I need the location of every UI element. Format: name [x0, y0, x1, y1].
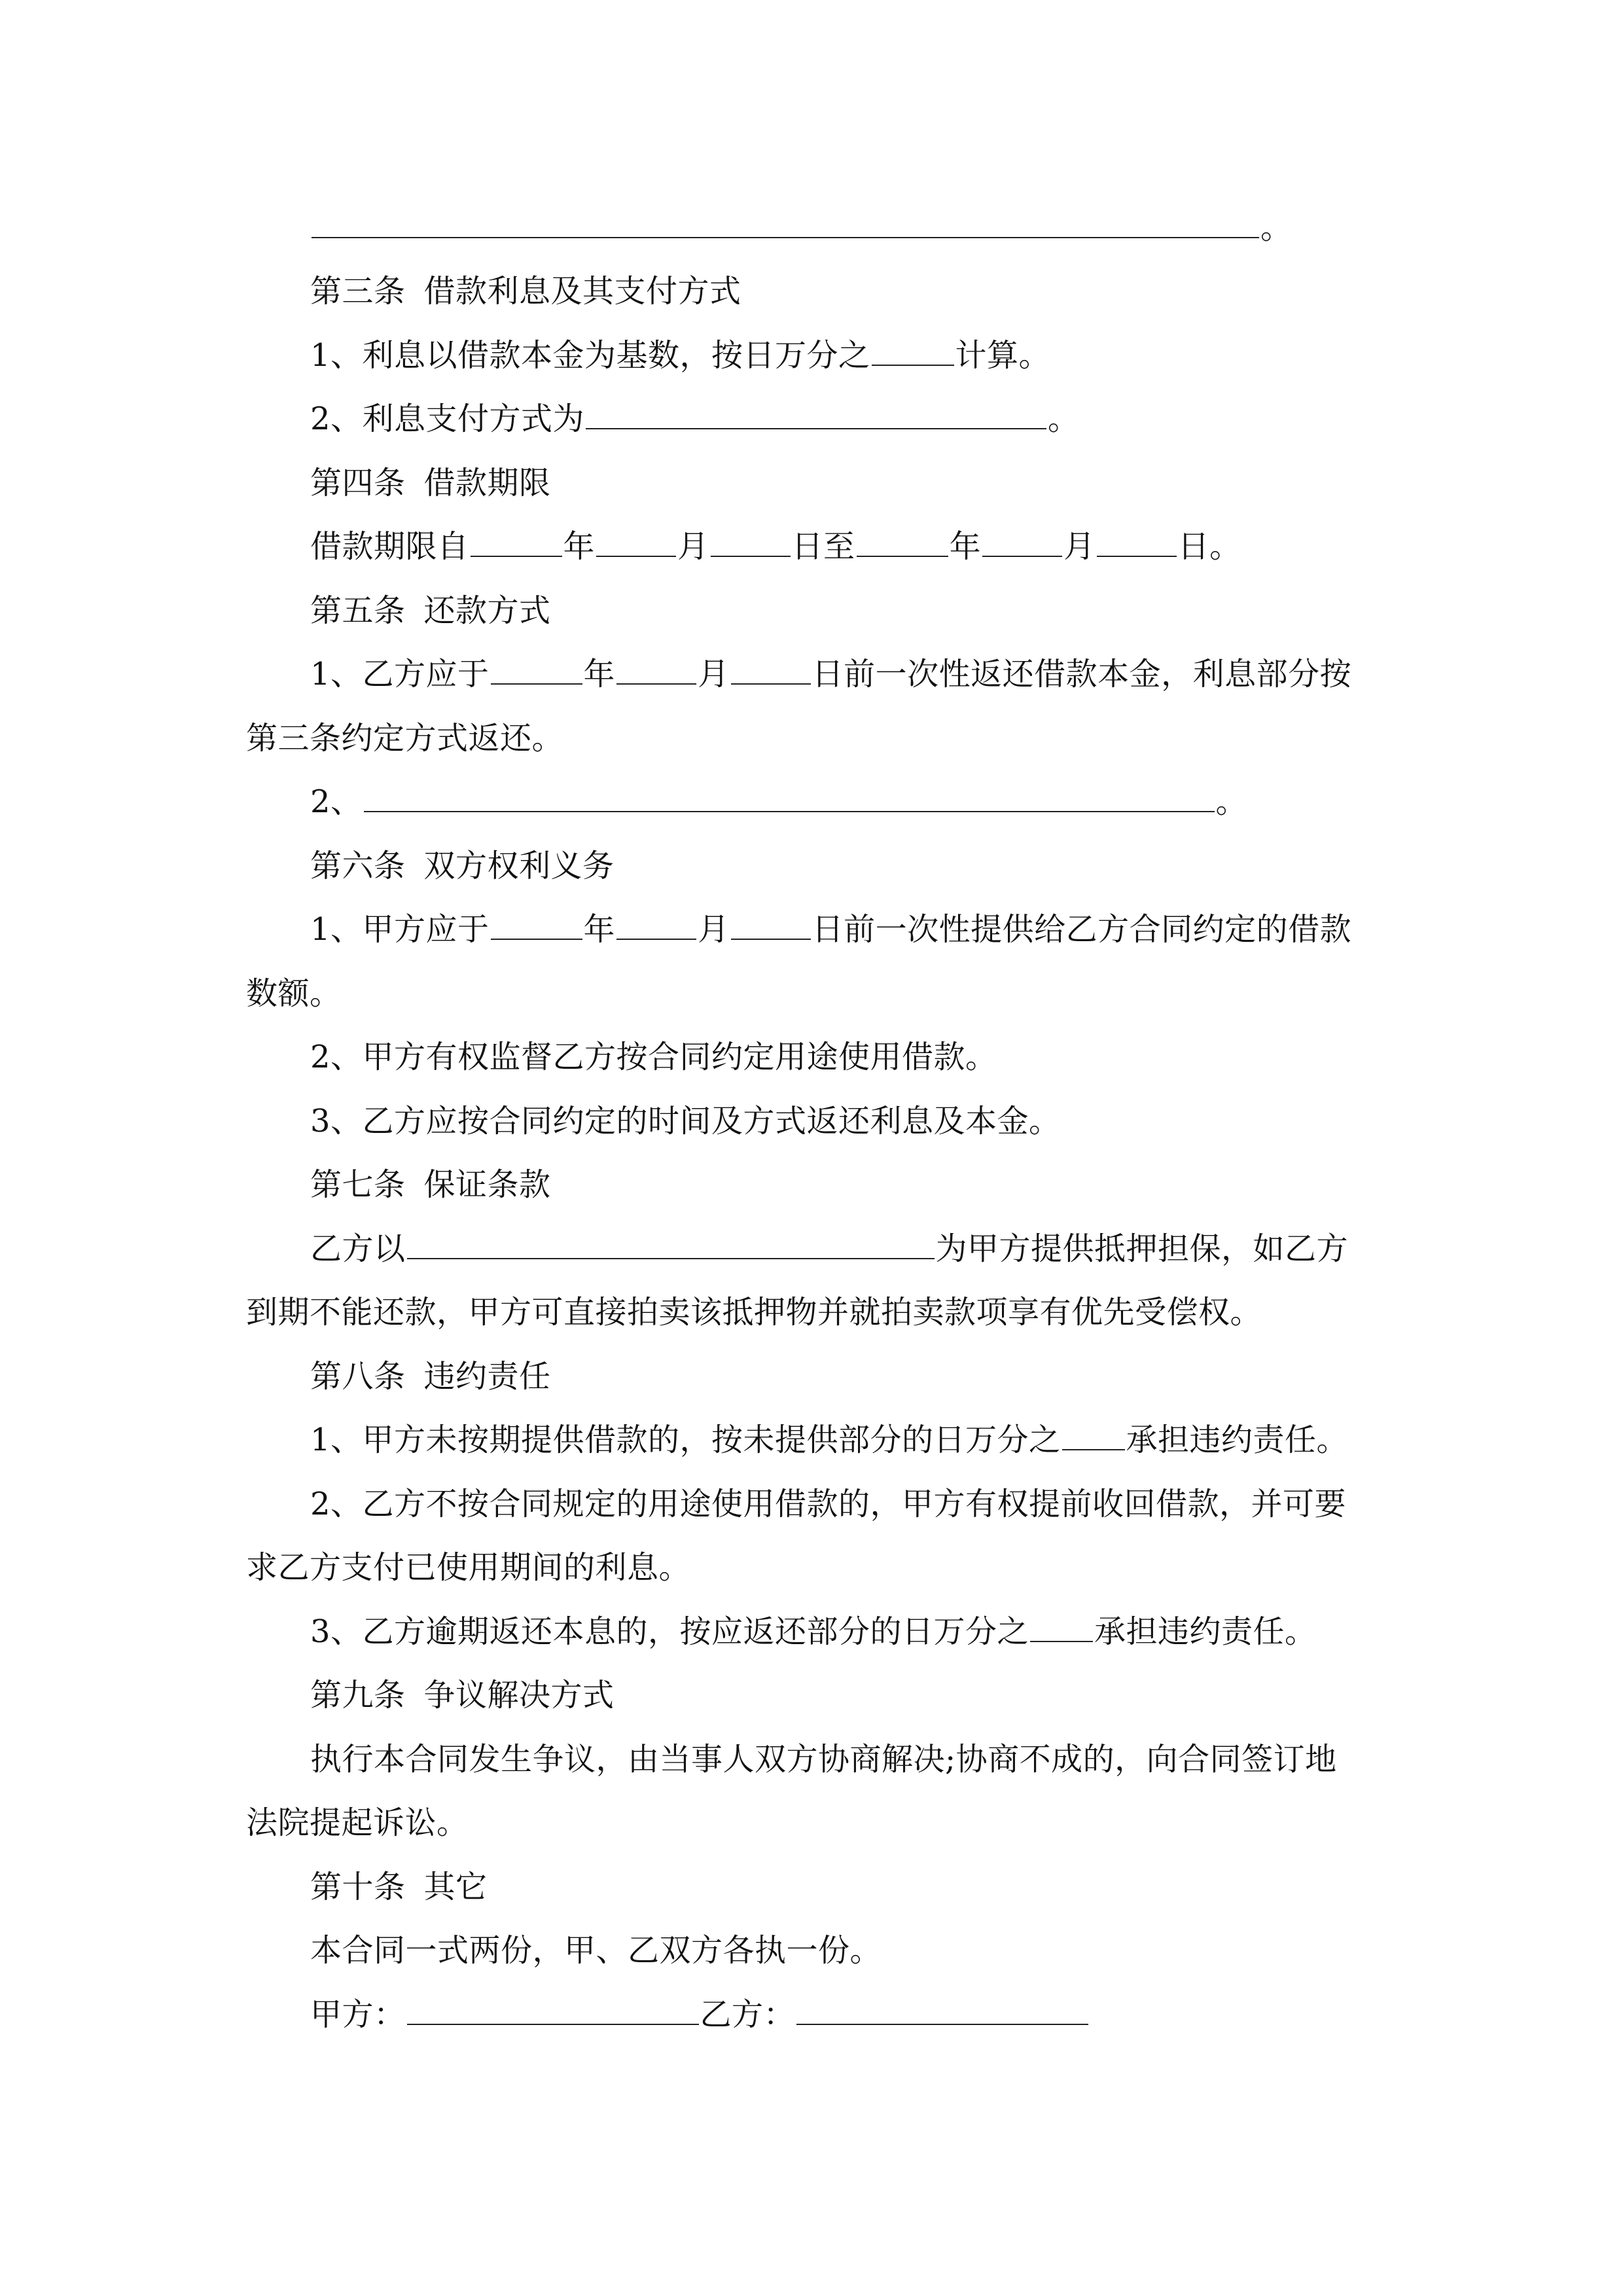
article-8-heading: 第八条 违约责任: [310, 1358, 551, 1395]
fill-blank: [1030, 1612, 1093, 1642]
article-9-heading: 第九条 争议解决方式: [310, 1677, 615, 1713]
fill-blank: [731, 655, 811, 685]
fill-blank: [711, 527, 791, 557]
fill-blank: [596, 527, 676, 557]
fill-blank: [471, 527, 562, 557]
fill-blank: [312, 208, 1259, 238]
article-7-text-cont: 到期不能还款，甲方可直接拍卖该抵押物并就拍卖款项享有优先受偿权。: [246, 1294, 1262, 1331]
fill-blank: [616, 910, 696, 940]
article-9-text-cont: 法院提起诉讼。: [246, 1804, 469, 1841]
article-6-item-1-cont: 数额。: [246, 975, 342, 1012]
article-5-item-2: 2、 。: [310, 783, 1248, 820]
article-3-item-1: 1、利息以借款本金为基数，按日万分之 计算。: [310, 337, 1051, 374]
article-3-heading: 第三条 借款利息及其支付方式: [310, 273, 741, 310]
party-a-label: 甲方：: [310, 1996, 406, 2033]
article-3-item-2: 2、利息支付方式为 。: [310, 401, 1080, 437]
article-5-item-1-cont: 第三条约定方式返还。: [246, 720, 564, 757]
fill-blank: [1062, 1420, 1125, 1450]
party-b-label: 乙方：: [700, 1996, 796, 2033]
signature-line: [310, 1995, 1090, 2034]
fill-blank: [872, 336, 954, 366]
article-5-heading: 第五条 还款方式: [310, 592, 551, 629]
article-8-item-2: 2、乙方不按合同规定的用途使用借款的，甲方有权提前收回借款，并可要: [310, 1486, 1347, 1522]
fill-blank: [731, 910, 811, 940]
fill-blank: [586, 399, 1046, 429]
fill-blank: [616, 655, 696, 685]
fill-blank: [491, 655, 582, 685]
fill-blank: [407, 1229, 935, 1259]
article-10-text: 本合同一式两份，甲、乙双方各执一份。: [310, 1932, 882, 1969]
blank-line-continuation: 。: [310, 208, 1293, 247]
article-6-item-2: 2、甲方有权监督乙方按合同约定用途使用借款。: [310, 1039, 997, 1075]
article-9-text: 执行本合同发生争议，由当事人双方协商解决;协商不成的，向合同签订地: [310, 1741, 1337, 1778]
fill-blank: [1097, 527, 1177, 557]
article-4-heading: 第四条 借款期限: [310, 465, 551, 501]
article-8-item-2-cont: 求乙方支付已使用期间的利息。: [246, 1549, 691, 1586]
article-6-item-1: 1、甲方应于 年 月 日前一次性提供给乙方合同约定的借款: [310, 911, 1352, 948]
article-5-item-1: 1、乙方应于 年 月 日前一次性返还借款本金，利息部分按: [310, 656, 1352, 692]
fill-blank: [857, 527, 948, 557]
fill-blank: [491, 910, 582, 940]
article-7-heading: 第七条 保证条款: [310, 1166, 551, 1203]
article-7-text: 乙方以 为甲方提供抵押担保，如乙方: [310, 1230, 1349, 1267]
article-6-item-3: 3、乙方应按合同约定的时间及方式返还利息及本金。: [310, 1103, 1061, 1139]
party-a-signature-blank: [407, 1995, 699, 2025]
article-4-period: 借款期限自 年 月 日至 年 月 日。: [310, 528, 1241, 565]
fill-blank: [364, 782, 1215, 812]
article-6-heading: 第六条 双方权利义务: [310, 848, 615, 884]
fill-blank: [982, 527, 1062, 557]
article-8-item-3: 3、乙方逾期返还本息的，按应返还部分的日万分之 承担违约责任。: [310, 1613, 1317, 1650]
party-b-signature-blank: [796, 1995, 1088, 2025]
article-10-heading: 第十条 其它: [310, 1869, 488, 1905]
article-8-item-1: 1、甲方未按期提供借款的，按未提供部分的日万分之 承担违约责任。: [310, 1422, 1349, 1458]
